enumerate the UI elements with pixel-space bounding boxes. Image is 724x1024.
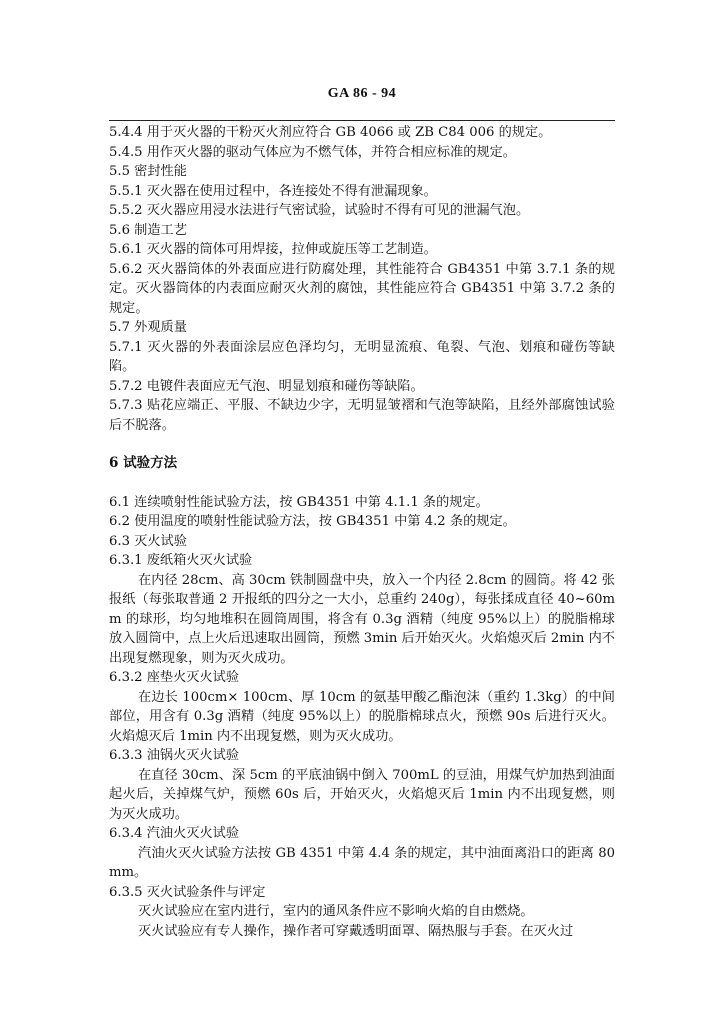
clause-heading: 6.3.1 废纸箱火灭火试验 bbox=[109, 553, 253, 568]
body-paragraph: 在内径 28cm、高 30cm 铁制圆盘中央，放入一个内径 2.8cm 的圆筒。将 42 张报纸（每张取普通 2 开报纸的四分之一大小，总重约 240g），每张揉成直径 40~60mm 的球形，均匀地堆积在圆筒周围，将含有 0.3g 酒精（纯度 95%以上）的脱脂棉球放入圆筒中，点上火后迅速取出圆筒，预燃 3min 后开始灭火。火焰熄灭后 2min 内不出现复燃现象，则为灭火成功。 bbox=[109, 572, 615, 666]
chapter-title: 6 试验方法 bbox=[109, 455, 178, 471]
body-paragraph: 在边长 100cm× 100cm、厚 10cm 的氨基甲酸乙酯泡沫（重约 1.3kg）的中间部位，用含有 0.3g 酒精（纯度 95%以上）的脱脂棉球点火，预燃 90s 后进行灭火。火焰熄灭后 1min 内不出现复燃，则为灭火成功。 bbox=[109, 689, 615, 744]
section-5-5: 5.5 密封性能 bbox=[109, 164, 187, 179]
body-paragraph: 汽油火灭火试验方法按 GB 4351 中第 4.4 条的规定，其中油面离沿口的距离 80mm。 bbox=[109, 845, 615, 880]
clause-5-5-1: 5.5.1 灭火器在使用过程中，各连接处不得有泄漏现象。 bbox=[109, 183, 437, 199]
clause-heading: 6.3.4 汽油火灭火试验 bbox=[109, 826, 240, 841]
clause-5-4-4: 5.4.4 用于灭火器的干粉灭火剂应符合 GB 4066 或 ZB C84 006 的规定。 bbox=[109, 125, 552, 140]
clause-heading: 6.2 使用温度的喷射性能试验方法，按 GB4351 中第 4.2 条的规定。 bbox=[109, 514, 516, 529]
body-paragraph: 在直径 30cm、深 5cm 的平底油锅中倒入 700mL 的豆油，用煤气炉加热到油面起火后，关掉煤气炉，预燃 60s 后，开始灭火，火焰熄灭后 1min 内不出现复燃，则为灭火成功。 bbox=[109, 767, 615, 822]
clause-5-7-2: 5.7.2 电镀件表面应无气泡、明显划痕和碰伤等缺陷。 bbox=[109, 378, 424, 394]
spacer bbox=[109, 474, 615, 493]
document-body bbox=[109, 123, 615, 941]
test-methods-section bbox=[109, 493, 615, 942]
clause-5-7-1: 5.7.1 灭火器的外表面涂层应色泽均匀，无明显流痕、龟裂、气泡、划痕和碰伤等缺陷。 bbox=[109, 339, 615, 374]
clause-5-4-5: 5.4.5 用作灭火器的驱动气体应为不燃气体，并符合相应标准的规定。 bbox=[109, 144, 516, 160]
section-5-7: 5.7 外观质量 bbox=[109, 320, 187, 335]
clause-heading: 6.3.2 座垫火灭火试验 bbox=[109, 670, 240, 685]
header-rule bbox=[109, 120, 615, 121]
page-header: GA 86 - 94 bbox=[327, 86, 397, 101]
clause-5-6-1: 5.6.1 灭火器的筒体可用焊接，拉伸或旋压等工艺制造。 bbox=[109, 242, 437, 257]
clause-heading: 6.3 灭火试验 bbox=[109, 533, 187, 549]
clause-5-6-2: 5.6.2 灭火器筒体的外表面应进行防腐处理，其性能符合 GB4351 中第 3.7.1 条的规定。灭火器筒体的内表面应耐灭火剂的腐蚀，其性能应符合 GB4351 中第 3.7.2 条的规定。 bbox=[109, 261, 615, 316]
clause-heading: 6.1 连续喷射性能试验方法，按 GB4351 中第 4.1.1 条的规定。 bbox=[109, 494, 489, 510]
clause-5-7-3: 5.7.3 贴花应端正、平服、不缺边少字，无明显皱褶和气泡等缺陷，且经外部腐蚀试验后不脱落。 bbox=[109, 398, 615, 433]
body-paragraph: 灭火试验应有专人操作，操作者可穿戴透明面罩、隔热服与手套。在灭火过 bbox=[138, 923, 574, 939]
body-paragraph: 灭火试验应在室内进行，室内的通风条件应不影响火焰的自由燃烧。 bbox=[138, 904, 534, 919]
clause-5-5-2: 5.5.2 灭火器应用浸水法进行气密试验，试验时不得有可见的泄漏气泡。 bbox=[109, 203, 530, 218]
spacer bbox=[109, 435, 615, 454]
section-5-6: 5.6 制造工艺 bbox=[109, 222, 187, 238]
clause-heading: 6.3.5 灭火试验条件与评定 bbox=[109, 884, 266, 900]
clause-heading: 6.3.3 油锅火灭火试验 bbox=[109, 748, 240, 763]
